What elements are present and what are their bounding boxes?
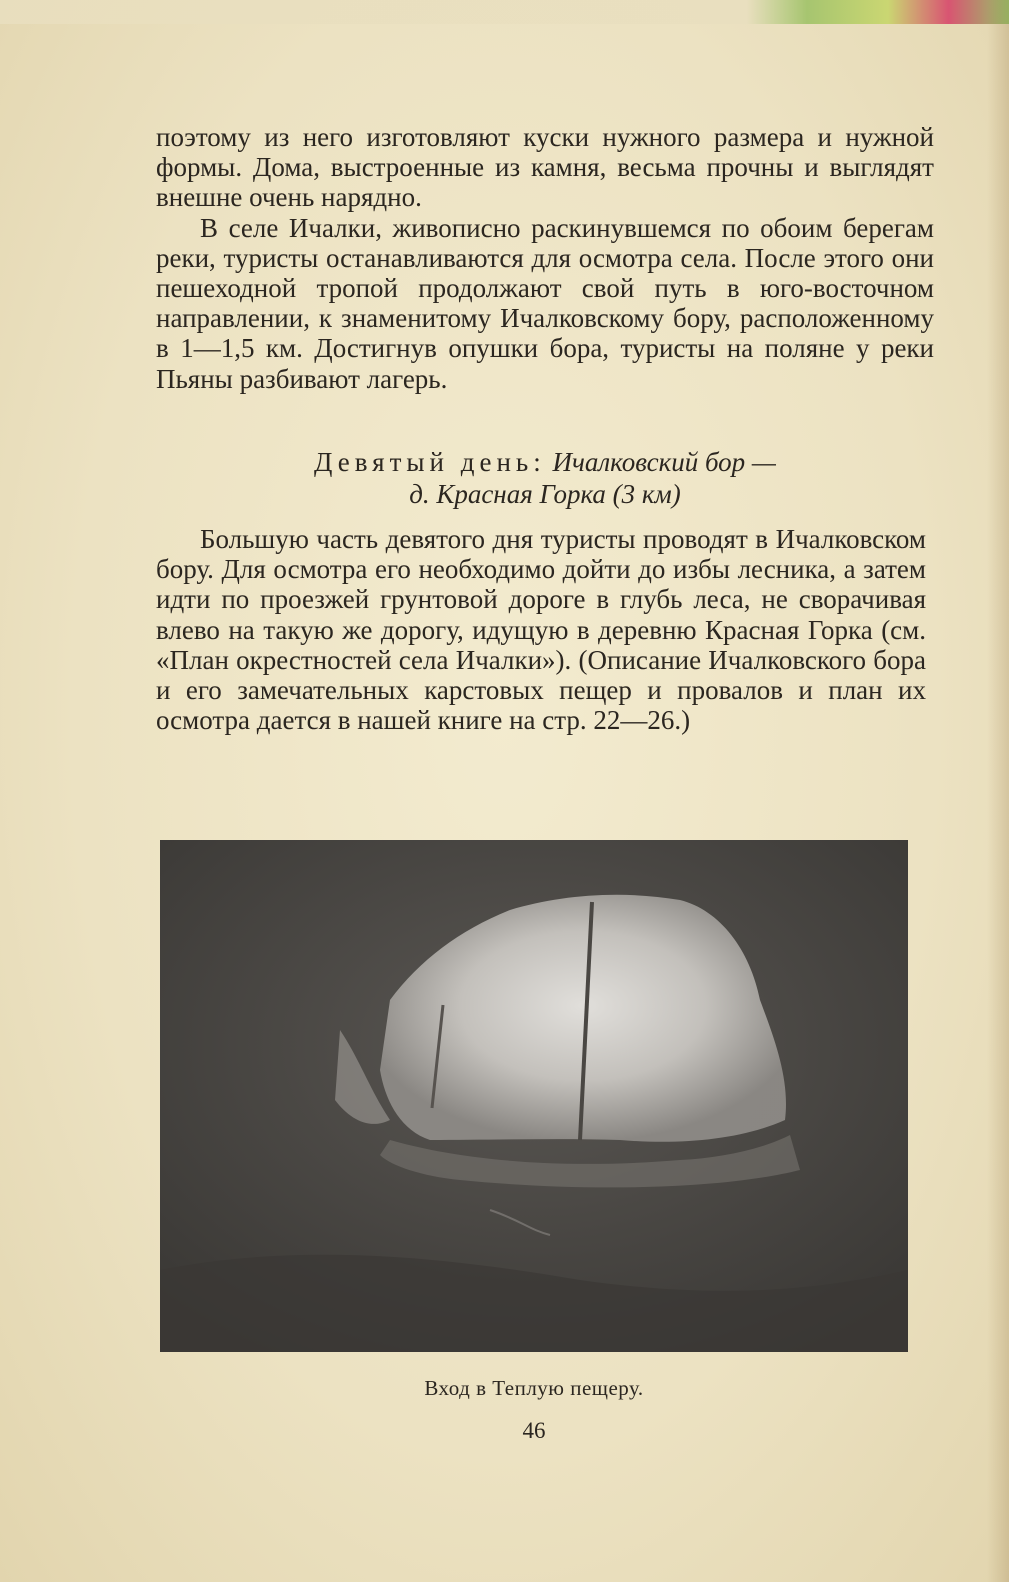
cave-entrance-photo xyxy=(160,840,908,1352)
photo-caption: Вход в Теплую пещеру. xyxy=(424,1376,644,1400)
paragraph-ninth-day: Большую часть девятого дня туристы проводят в Ичалковском бору. Для осмотра его необходимо дойти до избы лесника, а затем идти по проезжей грунтовой дороге в глубь леса, не сворачивая влево на такую же дорогу, идущую в деревню Красная Горка (см. «План окрестностей села Ичалки»). (Описание Ичалковского бора и его замечательных карстовых пещер и провалов и план их осмотра дается в нашей книге на стр. 22—26.) xyxy=(156,524,926,736)
page-number: 46 xyxy=(522,1418,546,1443)
cave-entrance-illustration xyxy=(160,840,908,1352)
heading-day-label: Девятый день: xyxy=(314,447,546,477)
heading-route-line-1: Ичалковский бор — xyxy=(552,447,776,477)
section-heading xyxy=(156,446,934,510)
cover-edge-strip xyxy=(0,0,1009,24)
paragraph-continuation: поэтому из него изготовляют куски нужного размера и нужной формы. Дома, выстроенные из камня, весьма прочны и выглядят внешне очень нарядно. xyxy=(156,122,934,213)
heading-route-line-2: д. Красная Горка (3 км) xyxy=(409,479,681,509)
body-text-bottom xyxy=(156,524,926,735)
paragraph-ichalki-village: В селе Ичалки, живописно раскинувшемся по обоим берегам реки, туристы останавливаются для осмотра села. После этого они пешеходной тропой продолжают свой путь в юго-восточном направлении, к знаменитому Ичалковскому бору, расположенному в 1—1,5 км. Достигнув опушки бора, туристы на поляне у реки Пьяны разбивают лагерь. xyxy=(156,212,934,394)
page-spine-shadow xyxy=(987,0,1009,1582)
body-text-top xyxy=(156,122,934,394)
